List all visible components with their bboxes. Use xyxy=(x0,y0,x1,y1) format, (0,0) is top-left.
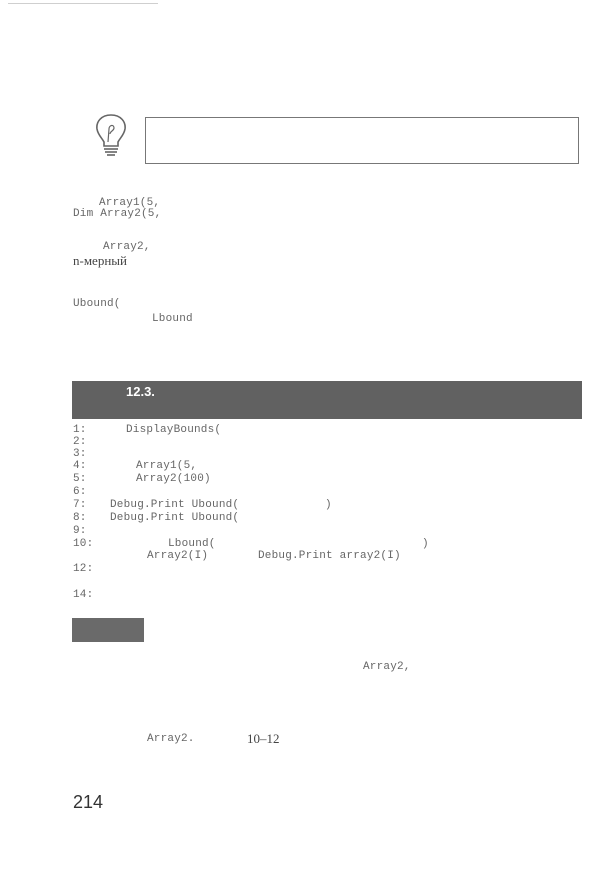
analysis-label-box xyxy=(72,618,144,642)
code-line: DisplayBounds( xyxy=(126,424,222,436)
code-line: Debug.Print Ubound( xyxy=(110,512,240,524)
inline-code-array2: Array2. xyxy=(147,733,195,745)
line-number: 3: xyxy=(73,448,87,460)
inline-code-lbound: Lbound xyxy=(152,313,193,325)
line-number: 4: xyxy=(73,460,87,472)
line-number: 1: xyxy=(73,424,87,436)
line-number: 8: xyxy=(73,512,87,524)
inline-code-array2: Array2, xyxy=(103,241,151,253)
code-line: Debug.Print Ubound( xyxy=(110,499,240,511)
line-number: 6: xyxy=(73,486,87,498)
code-line: Array2(I) xyxy=(147,550,209,562)
inline-code-array2: Array2, xyxy=(363,661,411,673)
code-line-dim-array2: Dim Array2(5, xyxy=(73,208,162,220)
line-range-reference: 10–12 xyxy=(247,731,280,746)
line-number: 12: xyxy=(73,563,94,575)
listing-title: 12.3. xyxy=(126,384,155,399)
code-line-tail: ) xyxy=(422,538,429,550)
code-line: Debug.Print array2(I) xyxy=(258,550,401,562)
header-rule xyxy=(8,3,158,4)
line-number: 9: xyxy=(73,525,87,537)
code-line: Lbound( xyxy=(168,538,216,550)
code-line-tail: ) xyxy=(325,499,332,511)
code-line-array1: Array1(5, xyxy=(99,197,161,209)
code-line: Array2(100) xyxy=(136,473,211,485)
lightbulb-icon xyxy=(92,112,130,160)
tip-box xyxy=(145,117,579,164)
line-number: 5: xyxy=(73,473,87,485)
line-number: 2: xyxy=(73,436,87,448)
text-n-dimensional: n-мерный xyxy=(73,253,127,268)
line-number: 10: xyxy=(73,538,94,550)
code-line: Array1(5, xyxy=(136,460,198,472)
page-number: 214 xyxy=(73,792,104,812)
inline-code-ubound: Ubound( xyxy=(73,298,121,310)
line-number: 7: xyxy=(73,499,87,511)
line-number: 14: xyxy=(73,589,94,601)
